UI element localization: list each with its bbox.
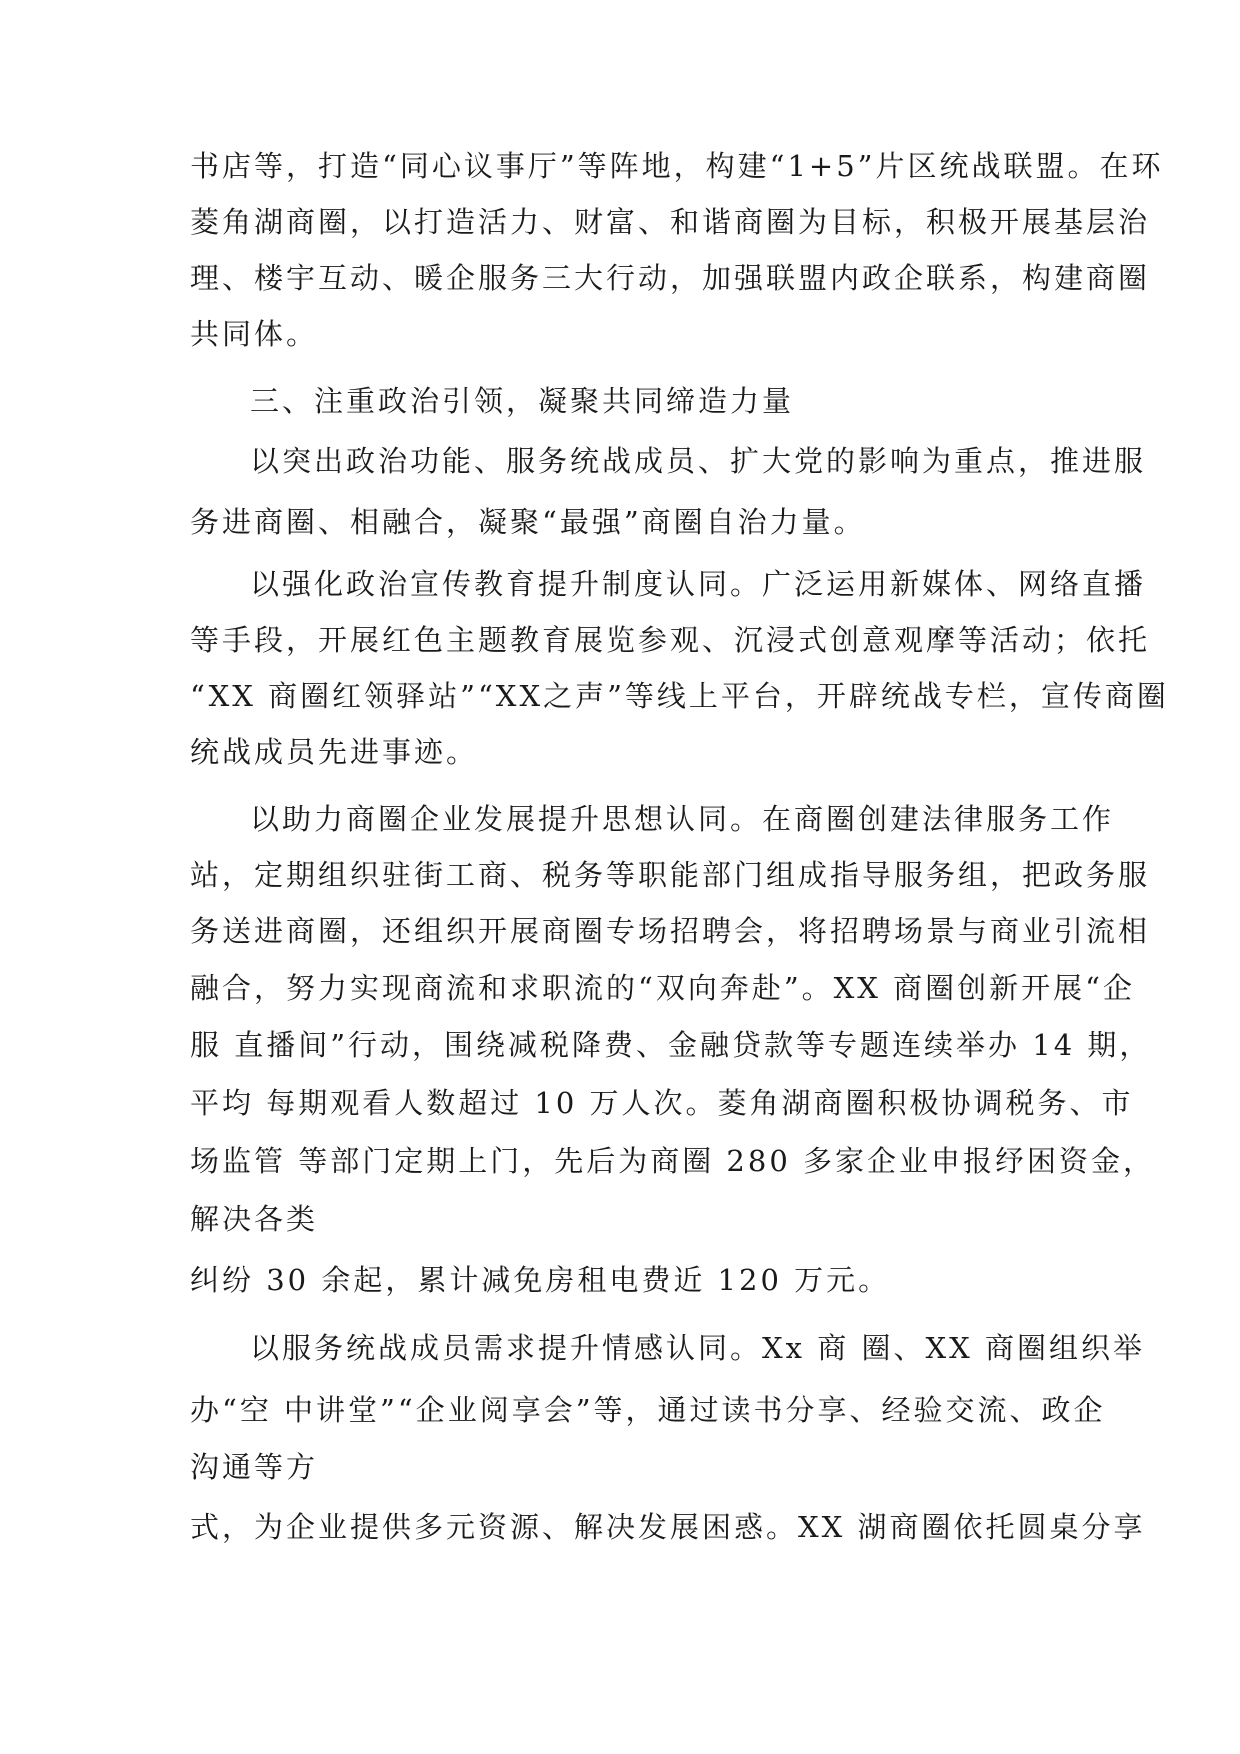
body-text-line: 沟通等方 (190, 1450, 319, 1484)
body-text-line: 融合，努力实现商流和求职流的“双向奔赴”。XX 商圈创新开展“企 (190, 971, 1135, 1005)
body-text-line: 办“空 中讲堂”“企业阅享会”等，通过读书分享、经验交流、政企 (190, 1393, 1106, 1427)
body-text-line: 务送进商圈，还组织开展商圈专场招聘会，将招聘场景与商业引流相 (190, 914, 1151, 948)
body-text-line: 统战成员先进事迹。 (190, 735, 479, 769)
body-text-line: 共同体。 (190, 317, 319, 351)
body-text-line: 站，定期组织驻街工商、税务等职能部门组成指导服务组，把政务服 (190, 858, 1151, 892)
body-text-line: 平均 每期观看人数超过 10 万人次。菱角湖商圈积极协调税务、市 (190, 1086, 1134, 1120)
paragraph-first-line: 以服务统战成员需求提升情感认同。Xx 商 圈、XX 商圈组织举 (250, 1331, 1145, 1365)
body-text-line: 式，为企业提供多元资源、解决发展困惑。XX 湖商圈依托圆桌分享 (190, 1510, 1146, 1544)
body-text-line: 服 直播间”行动，围绕减税降费、金融贷款等专题连续举办 14 期， (190, 1028, 1152, 1062)
paragraph-first-line: 以强化政治宣传教育提升制度认同。广泛运用新媒体、网络直播 (250, 567, 1147, 601)
section-heading: 三、注重政治引领，凝聚共同缔造力量 (250, 384, 795, 418)
body-text-line: 书店等，打造“同心议事厅”等阵地，构建“1+5”片区统战联盟。在环 (190, 149, 1164, 183)
body-text-line: 理、楼宇互动、暖企服务三大行动，加强联盟内政企联系，构建商圈 (190, 261, 1151, 295)
body-text-line: 解决各类 (190, 1202, 319, 1236)
body-text-line: “XX 商圈红领驿站”“XX之声”等线上平台，开辟统战专栏，宣传商圈 (190, 679, 1169, 713)
body-text-line: 纠纷 30 余起，累计减免房租电费近 120 万元。 (190, 1263, 891, 1297)
paragraph-first-line: 以突出政治功能、服务统战成员、扩大党的影响为重点，推进服 (250, 444, 1147, 478)
body-text-line: 菱角湖商圈，以打造活力、财富、和谐商圈为目标，积极开展基层治 (190, 205, 1151, 239)
body-text-line: 等手段，开展红色主题教育展览参观、沉浸式创意观摩等活动；依托 (190, 623, 1151, 657)
body-text-line: 场监管 等部门定期上门，先后为商圈 280 多家企业申报纾困资金， (190, 1144, 1156, 1178)
paragraph-first-line: 以助力商圈企业发展提升思想认同。在商圈创建法律服务工作 (250, 802, 1115, 836)
body-text-line: 务进商圈、相融合，凝聚“最强”商圈自治力量。 (190, 505, 866, 539)
